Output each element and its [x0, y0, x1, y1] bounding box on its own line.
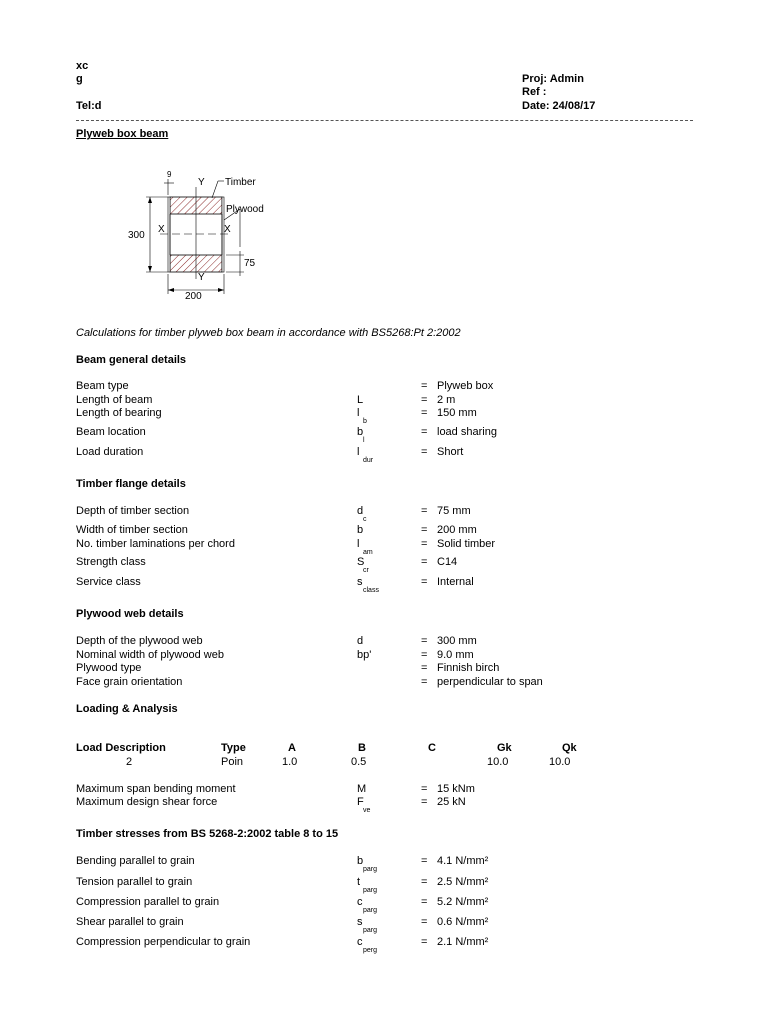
row-label: Compression parallel to grain [76, 896, 220, 908]
row-symbol [357, 505, 367, 523]
axis-y-top: Y [198, 177, 205, 188]
dim-9: 9 [167, 170, 172, 179]
symbol-text: S [357, 556, 365, 568]
equals-sign: = [421, 556, 428, 568]
row-symbol [357, 896, 378, 914]
row-label: Beam type [76, 380, 129, 392]
row-label: Depth of the plywood web [76, 635, 203, 647]
symbol-text: l [357, 407, 360, 419]
load-type-value: Poin [221, 756, 244, 768]
result-symbol [357, 796, 371, 814]
load-qk-value: 10.0 [549, 756, 571, 768]
equals-sign: = [421, 936, 428, 948]
row-label: No. timber laminations per chord [76, 538, 235, 550]
result-label: Maximum design shear force [76, 796, 218, 808]
row-symbol [357, 538, 373, 556]
equals-sign: = [421, 855, 428, 867]
equals-sign: = [421, 407, 428, 419]
row-symbol [357, 916, 378, 934]
row-label: Compression perpendicular to grain [76, 936, 251, 948]
load-gk-value: 10.0 [487, 756, 509, 768]
timber-label: Timber [225, 177, 256, 188]
header-divider [76, 120, 693, 121]
symbol-subscript: cr [363, 567, 369, 574]
equals-sign: = [421, 446, 428, 458]
load-header-desc: Load Description [76, 742, 166, 754]
equals-sign: = [421, 524, 428, 536]
equals-sign: = [421, 876, 428, 888]
symbol-text: c [357, 896, 363, 908]
row-symbol [357, 556, 369, 574]
symbol-text: L [357, 394, 364, 406]
load-desc-value: 2 [126, 756, 133, 768]
row-label: Load duration [76, 446, 144, 458]
row-symbol [357, 446, 374, 464]
equals-sign: = [421, 505, 428, 517]
symbol-subscript: c [363, 516, 367, 523]
row-value: 75 mm [437, 505, 471, 517]
symbol-subscript: ve [363, 807, 371, 814]
row-value: Plyweb box [437, 380, 494, 392]
beam-general-title: Beam general details [76, 354, 187, 366]
company-address: g [76, 73, 83, 85]
row-value: 300 mm [437, 635, 477, 647]
symbol-subscript: perg [363, 947, 378, 954]
load-header-a: A [288, 742, 296, 754]
row-value: perpendicular to span [437, 676, 543, 688]
load-header-qk: Qk [562, 742, 577, 754]
row-label: Tension parallel to grain [76, 876, 193, 888]
load-header-c: C [428, 742, 436, 754]
equals-sign: = [421, 896, 428, 908]
row-label: Face grain orientation [76, 676, 183, 688]
result-value: 25 kN [437, 796, 466, 808]
axis-x-left: X [158, 224, 165, 235]
row-label: Bending parallel to grain [76, 855, 195, 867]
equals-sign: = [421, 635, 428, 647]
row-value: Short [437, 446, 464, 458]
axis-x-right: X [224, 224, 231, 235]
row-symbol [357, 649, 371, 662]
row-symbol [357, 524, 363, 537]
row-value: Internal [437, 576, 474, 588]
equals-sign: = [421, 783, 428, 795]
row-label: Shear parallel to grain [76, 916, 184, 928]
timber-flange-title: Timber flange details [76, 478, 186, 490]
loading-title: Loading & Analysis [76, 703, 178, 715]
date-label: Date: 24/08/17 [522, 100, 596, 112]
row-label: Depth of timber section [76, 505, 190, 517]
equals-sign: = [421, 426, 428, 438]
symbol-text: l [357, 538, 360, 550]
symbol-text: c [357, 936, 363, 948]
project-label: Proj: Admin [522, 73, 584, 85]
company-name: xc [76, 60, 89, 72]
load-header-gk: Gk [497, 742, 512, 754]
equals-sign: = [421, 649, 428, 661]
symbol-text: s [357, 916, 363, 928]
plywood-web-title: Plywood web details [76, 608, 184, 620]
symbol-subscript: parg [363, 907, 378, 914]
symbol-text: b [357, 855, 364, 867]
row-symbol [357, 936, 378, 954]
equals-sign: = [421, 676, 428, 688]
symbol-subscript: parg [363, 866, 378, 873]
row-label: Beam location [76, 426, 146, 438]
row-symbol [357, 635, 363, 648]
row-value: 9.0 mm [437, 649, 474, 661]
symbol-subscript: b [363, 418, 367, 425]
row-label: Strength class [76, 556, 146, 568]
company-tel: Tel:d [76, 100, 102, 112]
symbol-subscript: am [363, 549, 373, 556]
symbol-text: l [357, 446, 360, 458]
symbol-text: t [357, 876, 361, 888]
intro-text: Calculations for timber plyweb box beam in accordance with BS5268:Pt 2:2002 [76, 327, 461, 339]
plywood-label: Plywood [226, 204, 264, 215]
row-symbol [357, 876, 378, 894]
symbol-text: s [357, 576, 363, 588]
symbol-text: b [357, 524, 364, 536]
row-label: Length of bearing [76, 407, 162, 419]
symbol-text: d [357, 635, 364, 647]
equals-sign: = [421, 538, 428, 550]
load-header-type: Type [221, 742, 246, 754]
row-symbol [357, 426, 365, 444]
stresses-title: Timber stresses from BS 5268-2:2002 table 8 to 15 [76, 828, 339, 840]
dim-300: 300 [128, 230, 145, 241]
symbol-text: F [357, 796, 364, 808]
dim-200: 200 [185, 291, 202, 302]
row-symbol [357, 394, 363, 407]
symbol-text: d [357, 505, 364, 517]
row-label: Plywood type [76, 662, 142, 674]
equals-sign: = [421, 916, 428, 928]
row-value: 200 mm [437, 524, 477, 536]
box-beam-diagram [120, 165, 290, 305]
symbol-text: M [357, 783, 367, 795]
row-symbol [357, 576, 379, 594]
result-symbol [357, 783, 366, 796]
symbol-subscript: l [363, 437, 365, 444]
row-value: load sharing [437, 426, 497, 438]
symbol-text: bp' [357, 649, 372, 661]
ref-label: Ref : [522, 86, 547, 98]
equals-sign: = [421, 380, 428, 392]
row-value: 5.2 N/mm² [437, 896, 489, 908]
symbol-subscript: dur [363, 457, 374, 464]
equals-sign: = [421, 394, 428, 406]
load-b-value: 0.5 [351, 756, 367, 768]
row-value: 2.1 N/mm² [437, 936, 489, 948]
dim-75: 75 [244, 258, 256, 269]
axis-y-bottom: Y [198, 272, 205, 283]
row-symbol [357, 855, 378, 873]
row-value: 150 mm [437, 407, 477, 419]
section-title: Plyweb box beam [76, 128, 169, 140]
row-value: 2.5 N/mm² [437, 876, 489, 888]
result-label: Maximum span bending moment [76, 783, 236, 795]
row-label: Service class [76, 576, 141, 588]
row-label: Nominal width of plywood web [76, 649, 224, 661]
row-symbol [357, 407, 367, 425]
symbol-subscript: parg [363, 887, 378, 894]
load-a-value: 1.0 [282, 756, 298, 768]
symbol-text: b [357, 426, 364, 438]
row-value: 2 m [437, 394, 456, 406]
load-header-b: B [358, 742, 366, 754]
row-value: Finnish birch [437, 662, 500, 674]
result-value: 15 kNm [437, 783, 475, 795]
equals-sign: = [421, 576, 428, 588]
row-value: C14 [437, 556, 458, 568]
equals-sign: = [421, 662, 428, 674]
row-value: Solid timber [437, 538, 496, 550]
symbol-subscript: class [363, 587, 379, 594]
row-label: Width of timber section [76, 524, 188, 536]
equals-sign: = [421, 796, 428, 808]
symbol-subscript: parg [363, 927, 378, 934]
row-value: 0.6 N/mm² [437, 916, 489, 928]
row-value: 4.1 N/mm² [437, 855, 489, 867]
row-label: Length of beam [76, 394, 153, 406]
